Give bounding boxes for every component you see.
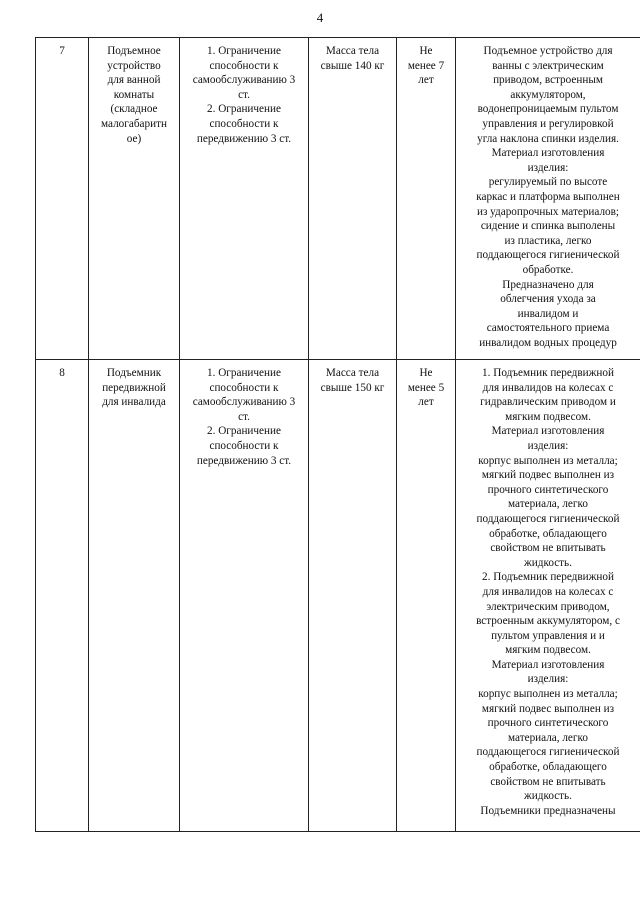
text-line: Не	[419, 45, 433, 57]
text-line: Масса тела	[325, 367, 380, 379]
text-line: материала, легко	[508, 498, 588, 511]
text-line: для инвалида	[102, 396, 166, 409]
text-line: сидение и спинка выполены	[480, 220, 616, 233]
text-line: 7	[59, 45, 65, 57]
text-line: угла наклона спинки изделия.	[477, 132, 619, 145]
text-line: 1. Ограничение	[207, 45, 281, 57]
table-row	[36, 360, 640, 832]
text-line: Масса тела	[325, 45, 380, 57]
text-line: изделия:	[527, 161, 569, 174]
text-line: обработке, обладающего	[489, 527, 607, 540]
device-name-cell	[89, 360, 180, 832]
row-number-cell	[36, 360, 89, 832]
text-line: мягким подвесом.	[505, 644, 591, 657]
text-line: поддающегося гигиенической	[476, 512, 620, 525]
text-line: Материал изготовления	[491, 658, 605, 671]
text-line: каркас и платформа выполнен	[476, 190, 620, 203]
text-line: прочного синтетического	[487, 483, 609, 496]
text-line: свойством не впитывать	[490, 775, 606, 788]
text-line: 2. Ограничение	[207, 425, 281, 438]
text-line: передвижной	[102, 381, 166, 394]
body-mass-cell	[309, 38, 397, 360]
text-line: Подъемное	[107, 45, 161, 57]
text-line: управления и регулировкой	[482, 117, 614, 130]
text-line: изделия:	[527, 673, 569, 686]
text-line: из ударопрочных материалов;	[476, 205, 620, 218]
text-line: 1. Ограничение	[207, 367, 281, 379]
text-line: (складное	[110, 103, 158, 116]
text-line: обработке.	[522, 263, 574, 276]
text-line: электрическим приводом,	[486, 600, 610, 613]
text-line: поддающегося гигиенической	[476, 746, 620, 759]
text-line: 2. Ограничение	[207, 103, 281, 116]
page-number: 4	[316, 10, 324, 25]
age-cell	[397, 360, 456, 832]
assistive-devices-table	[35, 37, 640, 832]
indications-cell	[180, 360, 309, 832]
text-line: малогабаритн	[101, 117, 167, 130]
text-line: самообслуживанию 3	[192, 396, 296, 409]
text-line: способности к	[209, 439, 279, 452]
text-line: Материал изготовления	[491, 425, 605, 438]
text-line: Не	[419, 367, 433, 379]
text-line: устройство	[107, 59, 161, 72]
text-line: передвижению 3 ст.	[196, 132, 292, 145]
text-line: менее 7	[407, 59, 445, 72]
text-line: мягкий подвес выполнен из	[481, 702, 615, 715]
text-line: материала, легко	[508, 731, 588, 744]
description-cell	[456, 360, 640, 832]
table-row	[36, 38, 640, 360]
indications-cell	[180, 38, 309, 360]
text-line: менее 5	[407, 381, 445, 394]
text-line: водонепроницаемым пультом	[477, 103, 619, 116]
text-line: передвижению 3 ст.	[196, 454, 292, 467]
text-line: корпус выполнен из металла;	[478, 688, 618, 701]
text-line: для инвалидов на колесах с	[482, 381, 614, 394]
text-line: лет	[418, 396, 434, 409]
text-line: для инвалидов на колесах с	[482, 585, 614, 598]
text-line: прочного синтетического	[487, 717, 609, 730]
text-line: регулируемый по высоте	[488, 176, 608, 189]
text-line: способности к	[209, 381, 279, 394]
text-line: жидкость.	[524, 556, 572, 569]
text-line: Подъемник	[106, 367, 162, 379]
text-line: жидкость.	[524, 790, 572, 803]
text-line: облегчения ухода за	[500, 293, 596, 306]
text-line: свыше 150 кг	[320, 381, 385, 394]
text-line: ванны с электрическим	[492, 59, 604, 72]
text-line: самообслуживанию 3	[192, 74, 296, 87]
text-line: способности к	[209, 59, 279, 72]
text-line: инвалидом и	[517, 307, 579, 320]
text-line: 8	[59, 367, 65, 379]
text-line: из пластика, легко	[504, 234, 592, 247]
text-line: ое)	[126, 132, 142, 145]
text-line: ст.	[238, 410, 250, 423]
text-line: аккумулятором,	[510, 88, 586, 101]
text-line: корпус выполнен из металла;	[478, 454, 618, 467]
text-line: Материал изготовления	[491, 147, 605, 160]
text-line: для ванной	[107, 74, 161, 87]
text-line: изделия:	[527, 439, 569, 452]
text-line: мягким подвесом.	[505, 410, 591, 423]
text-line: комнаты	[113, 88, 155, 101]
text-line: инвалидом водных процедур	[479, 336, 617, 349]
text-line: гидравлическим приводом и	[480, 396, 616, 409]
text-line: мягкий подвес выполнен из	[481, 469, 615, 482]
age-cell	[397, 38, 456, 360]
text-line: свыше 140 кг	[320, 59, 385, 72]
text-line: лет	[418, 74, 434, 87]
text-line: Предназначено для	[502, 278, 594, 291]
text-line: Подъемники предназначены	[480, 804, 616, 817]
row-number-cell	[36, 38, 89, 360]
text-line: свойством не впитывать	[490, 542, 606, 555]
text-line: поддающегося гигиенической	[476, 249, 620, 262]
text-line: приводом, встроенным	[493, 74, 603, 87]
text-line: 2. Подъемник передвижной	[482, 571, 614, 584]
text-line: Подъемное устройство для	[483, 45, 613, 57]
device-name-cell	[89, 38, 180, 360]
description-cell	[456, 38, 640, 360]
body-mass-cell	[309, 360, 397, 832]
text-line: самостоятельного приема	[486, 322, 610, 335]
text-line: пультом управления и и	[491, 629, 605, 642]
text-line: встроенным аккумулятором, с	[476, 615, 620, 628]
text-line: способности к	[209, 117, 279, 130]
text-line: 1. Подъемник передвижной	[482, 367, 614, 379]
text-line: обработке, обладающего	[489, 761, 607, 774]
text-line: ст.	[238, 88, 250, 101]
